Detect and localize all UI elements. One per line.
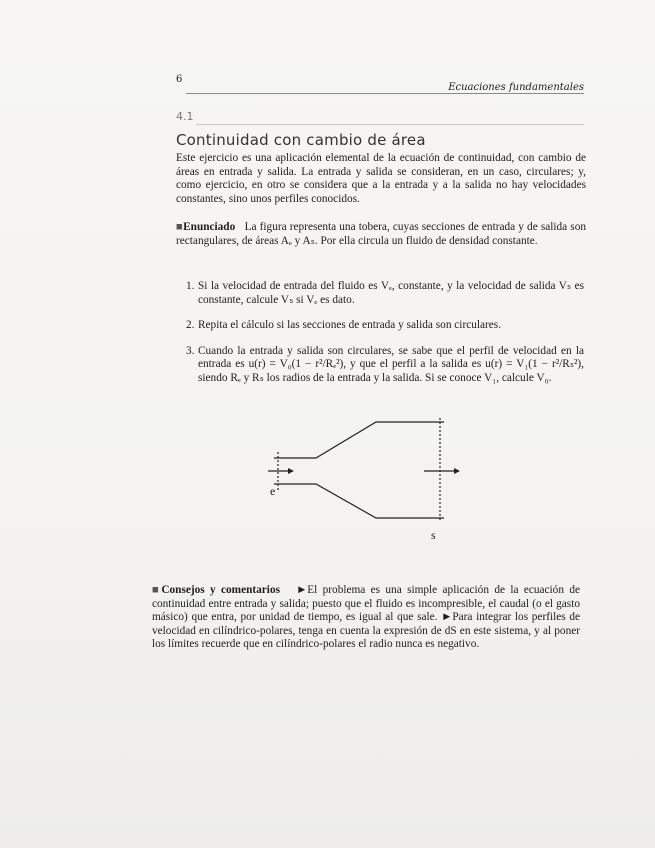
square-bullet-icon: ■ [152,584,162,596]
square-bullet-icon: ■ [176,221,184,233]
inlet-arrowhead-icon [288,468,294,474]
question-number: 2. [186,319,195,331]
question-number: 1. [186,280,195,292]
running-title: Ecuaciones fundamentales [448,82,584,93]
comments-text: ►El problema es una simple aplicación de la ecuación de continuidad entre entrada y salida; puesto que el fluido es incompresible, el caudal (o el gasto másico) que entra, por unidad de tiempo, es igual al que sale. ►Para integrar los perfiles de velocidad en cilíndrico-polares, tenga en cuenta la expresión de dS en este sistema, y al poner los límites recuerde que en cilíndrico-polares el radio nunca es negativo. [152,584,580,650]
nozzle-diagram [254,412,474,572]
section-title: Continuidad con cambio de área [176,131,426,149]
lower-wall [274,484,444,518]
question-text: Cuando la entrada y salida son circulares, se sabe que el perfil de velocidad en la entrada es u(r) = V₀(1 − r²/Rₑ²), y que el perfil a la salida es u(r) = V₁(1 − r²/Rₛ²), siendo Rₑ y Rₛ los radios de la entrada y la salida. Si se conoce V₁, calcule V₀. [198,344,584,384]
upper-wall [274,422,444,458]
intro-paragraph: Este ejercicio es una aplicación elemental de la ecuación de continuidad, con cambio de áreas en entrada y salida. La entrada y salida se consideran, en un caso, circulares; y, como ejercicio, en otro se considera que a la entrada y a la salida no hay velocidades constantes, sino unos perfiles conocidos. [176,152,586,205]
question-number: 3. [186,344,195,357]
outlet-arrowhead-icon [454,468,460,474]
question-text: Repita el cálculo si las secciones de entrada y salida son circulares. [198,319,502,331]
outlet-label: s [431,528,436,542]
section-rule [196,124,584,125]
comments-paragraph [152,584,580,652]
page-number: 6 [176,74,183,85]
comments-label: Consejos y comentarios [161,584,280,596]
list-item [186,319,584,333]
question-list [186,280,584,397]
statement-label: Enunciado [183,221,236,233]
list-item [186,280,584,307]
inlet-label: e [270,484,276,498]
list-item [186,345,584,386]
statement-paragraph [176,221,586,248]
page-header [176,74,584,94]
section-number: 4.1 [176,110,194,123]
question-text: Si la velocidad de entrada del fluido es Vₑ, constante, y la velocidad de salida Vₛ es constante, calcule Vₛ si Vₑ es dato. [198,280,584,306]
statement-text: La figura representa una tobera, cuyas secciones de entrada y de salida son rectangulares, de áreas Aₑ y Aₛ. Por ella circula un fluido de densidad constante. [176,221,586,247]
header-rule [186,93,584,94]
nozzle-figure [254,412,474,572]
